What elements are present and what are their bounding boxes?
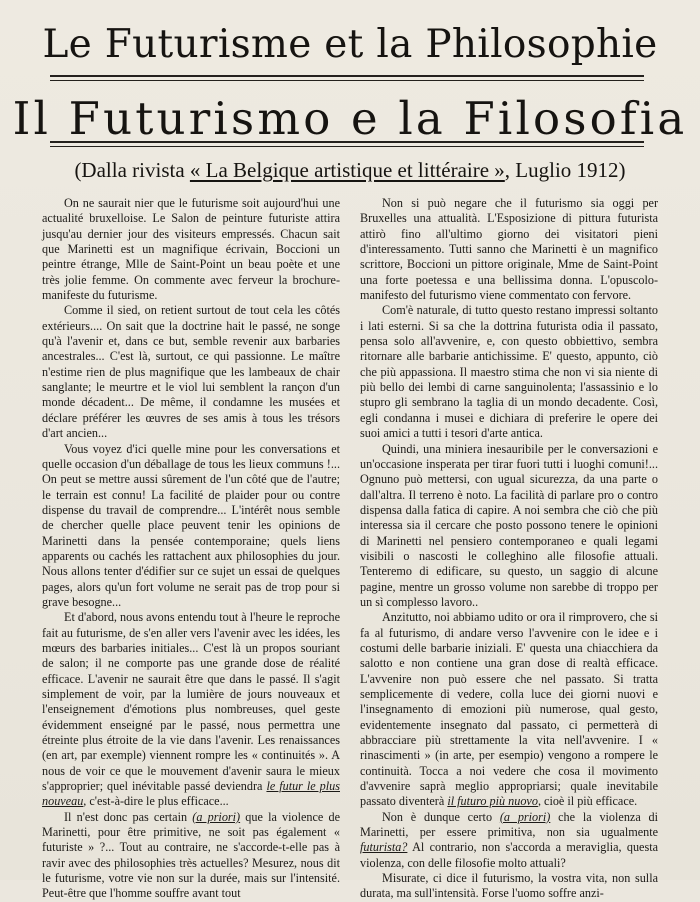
it-paragraph-3: Quindi, una miniera inesauribile per le conversazioni e un'occasione insperata per tirar fuori tutti i luoghi comuni!... Ognuno può mettersi, con ugual sicurezza, da una parte o dall'altra. Il terreno è noto. La facilità di parlare pro o contro dispensa dalla fatica di capire. A noi sembra che ciò che più interessa sia il cercare che posto possono tenere le opinioni di Marinetti nel pensiero contemporaneo e quali legami visibili o nascosti le colleghino alle filosofie attuali. Tenteremo di edificare, su questo, un saggio di alcune pagine, mentre un grosso volume non sarebbe di troppo per un sì complesso lavoro..	[360, 441, 658, 609]
fr-paragraph-3: Vous voyez d'ici quelle mine pour les conversations et quelle occasion d'un déballage de tous les lieux communs !... On peut se mettre aussi sûrement de l'un côté que de l'autre; le terrain est connu! La facilité de plaider pour ou contre dispense du travail de comprendre... L'intérêt nous semble de chercher quelle place peuvent tenir les opinions de Marinetti dans la pensée contemporaine; quels liens apparents ou cachés les rattachent aux philosophies du jour. Nous allons tenter d'édifier sur ce sujet un essai de quelques pages, alors qu'un fort volume ne serait pas de trop pour si grave besogne...	[42, 441, 340, 609]
it-p5-post: Al contrario, non s'accorda a meraviglia, questa violenza, con delle filosofie molto attuali?	[360, 840, 659, 870]
fr-p5-pre: Il n'est donc pas certain	[64, 809, 188, 824]
fr-paragraph-5	[42, 810, 340, 902]
title-french: Le Futurisme et la Philosophie	[42, 22, 658, 67]
fr-p5-emphasis: (a priori)	[192, 809, 241, 824]
it-p5-emphasis-2: futurista?	[360, 840, 408, 855]
italian-column	[360, 196, 658, 902]
it-paragraph-2: Com'è naturale, di tutto questo restano impressi soltanto i lati esterni. Si sa che la dottrina futurista odia il passato, pensa solo all'avvenire, e, con questo obbiettivo, sembra ritornare alle barbarie antichissime. E' questo, appunto, ciò che più appassiona. Il maestro stima che non vi sia niente di più bello dei lembi di carne sanguinolenta; l'assassinio e lo stupro gli sembrano la taglia di un mondo decadente. Così, egli condanna i musei e dichiara di preferire le opere dei suoi amici a tutti i tesori d'arte antica.	[360, 303, 658, 441]
it-p5-emphasis: (a priori)	[499, 809, 551, 824]
fr-p4-end: , c'est-à-dire le plus efficace...	[83, 794, 229, 809]
fr-paragraph-4	[42, 610, 340, 809]
title-rule-bottom-thin	[50, 146, 644, 147]
title-rule-top-thin	[50, 80, 644, 81]
it-p4-text: Anzitutto, noi abbiamo udito or ora il rimprovero, che si fa al futurismo, di andare verso l'avvenire con le idee e i costumi delle barbarie iniziali. E' questa una chiacchiera da salotto e non contiene una gran dose di realtà efficace. L'avvenire non può essere che nel passato. Si tratta semplicemente di vedere, colla luce dei giorni nuovi e l'insegnamento di emozioni più numerose, qual gesto, evidentemente insegnato dal passato, ci permetterà di abbracciare più strettamente la vita nell'avvenire. I « rinascimenti » (in arte, per esempio) vengono a rompere le continuità. Tocca a noi vedere che cosa il movimento d'avvenire saprà meglio appropriarsi; quale inevitabile passato diventerà	[360, 610, 658, 809]
fr-paragraph-1: On ne saurait nier que le futurisme soit aujourd'hui une actualité bruxelloise. Le Salon de peinture futuriste attira jusqu'au dernier jour des visiteurs empressés. Chacun sait que Marinetti est un magnifique écrivain, Boccioni un peintre étrange, Mlle de Saint-Point un beau poète et une très jolie femme. On commente avec ferveur la brochure-manifeste du futurisme.	[42, 196, 340, 303]
it-paragraph-1: Non si può negare che il futurismo sia oggi per Bruxelles una attualità. L'Esposizione di pittura futurista attirò fino all'ultimo giorno dei visitatori pieni d'interessamento. Tutti sanno che Marinetti è un magnifico scrittore, Boccioni un pittore originale, Mme de Saint-Point una forte poetessa e una bellissima donna. L'opuscolo-manifesto del futurismo viene commentato con fervore.	[360, 196, 658, 303]
title-rule-bottom	[50, 141, 644, 143]
fr-paragraph-2: Comme il sied, on retient surtout de tout cela les côtés extérieurs.... On sait que la doctrine hait le passé, ne songe qu'à l'avenir et, dans ce but, semble revenir aux barbaries ancestrales... C'est là, surtout, ce qui passionne. Le maître n'estime rien de plus magnifique que les lambeaux de chair sanglante; le meurtre et le viol lui semblent la rançon d'un monde décadent... De même, il condamne les musées et déclare préférer les œuvres de ses amis à tous les trésors d'art ancien...	[42, 303, 340, 441]
it-paragraph-4	[360, 610, 658, 809]
it-p5-mid: che la violenza di Marinetti, per essere primitiva, non sia ugualmente	[360, 809, 659, 840]
it-p4-emphasis: il futuro più nuovo	[447, 794, 538, 809]
fr-p4-emphasis: le futur le plus nouveau	[42, 779, 340, 809]
fr-p5-post: que la violence de Marinetti, pour être primitive, ne soit pas également « futuriste » ?... Tout au contraire, ne s'accorde-t-elle pas à ravir avec des philosophies très actuelles? Mesurez, nous dit le futurisme, votre vie non sur la durée, mais sur l'intensité. Peut-être que l'homme souffre avant tout	[42, 809, 341, 901]
source-citation	[0, 158, 700, 183]
citation-prefix: (Dalla rivista	[74, 158, 190, 182]
french-column	[42, 196, 340, 902]
it-p5-pre: Non è dunque certo	[382, 809, 493, 824]
fr-p4-text: Et d'abord, nous avons entendu tout à l'heure le reproche fait au futurisme, de s'en aller vers l'avenir avec les idées, les mœurs des barbaries initiales... C'est là un propos souriant de salon; il ne comporte pas une grande dose de réalité efficace. L'avenir ne saurait être que dans le passé. Il s'agit simplement de voir, par la lumière de jours nouveaux et l'enseignement d'émotions plus nombreuses, quel geste évidemment enseigné par le passé, nous permettra une étreinte plus étroite de la vie dans l'avenir. Les renaissances (en art, par exemple) viennent rompre les « continuités ». A nous de voir ce que le mouvement d'avenir saura le mieux s'approprier; quel inévitable passé deviendra	[42, 610, 340, 794]
title-italian: Il Futurismo e la Filosofia	[12, 92, 688, 145]
it-paragraph-5	[360, 810, 658, 871]
it-paragraph-6: Misurate, ci dice il futurismo, la vostra vita, non sulla durata, ma sull'intensità. Forse l'uomo soffre anzi-	[360, 871, 658, 901]
citation-suffix: , Luglio 1912)	[504, 158, 626, 182]
magazine-name: « La Belgique artistique et littéraire »	[189, 158, 505, 182]
it-p4-end: , cioè il più efficace.	[537, 794, 638, 809]
title-rule-top	[50, 75, 644, 77]
